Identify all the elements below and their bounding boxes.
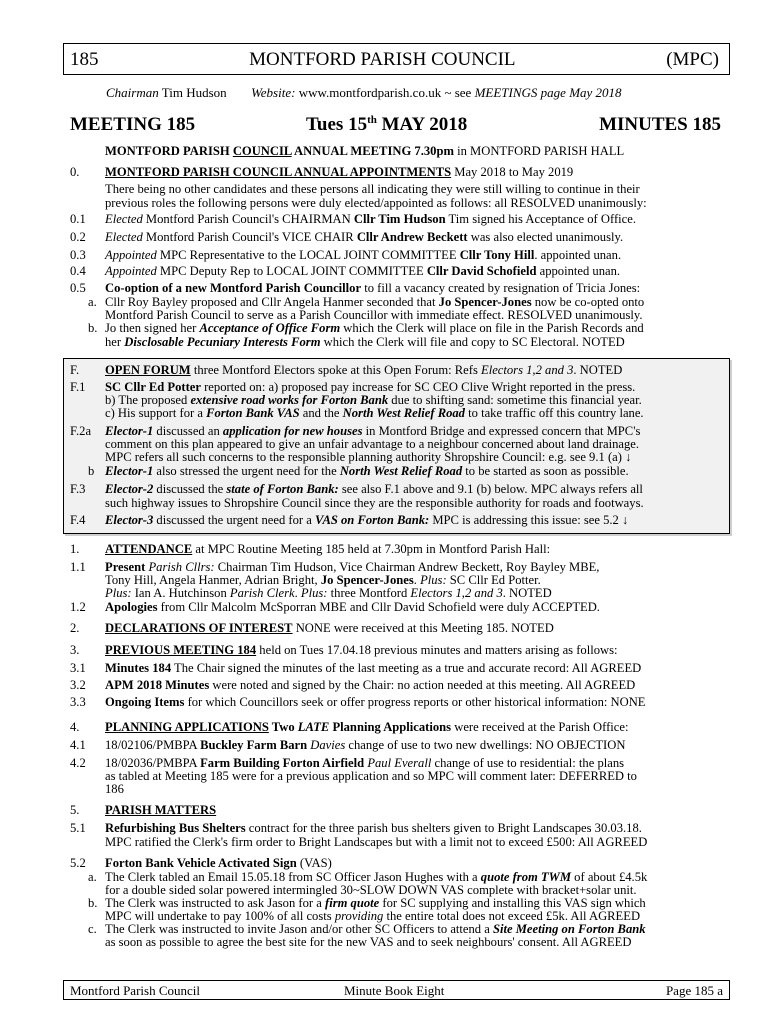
website-text: www.montfordparish.co.uk ~ see xyxy=(298,85,472,100)
footer-council: Montford Parish Council xyxy=(70,983,200,998)
title-bar xyxy=(63,43,730,75)
meeting-label: MEETING 185 xyxy=(70,114,196,135)
footer-page: Page 185 a xyxy=(665,983,723,998)
website-date: May 2018 xyxy=(569,85,622,100)
meeting-number: 185 xyxy=(70,48,99,70)
website-label: Website: xyxy=(251,85,296,100)
chairman-website-line xyxy=(106,85,622,101)
minutes-label: MINUTES 185 xyxy=(599,114,721,135)
council-name: MONTFORD PARISH COUNCIL xyxy=(249,48,516,70)
minutes-page: 185 MONTFORD PARISH COUNCIL (MPC) Chairman Tim Hudson Website: www.montfordparish.co.uk ~ see MEETINGS page May 2018 MEETING 185 Tues 15th MAY 2018 MINUTES 185 MONTFORD PARISH COUNCIL ANNUAL MEETING 7.30pm in MONTFORD PARISH HALL 0. MONTFORD PARISH COUNCIL ANNUAL APPOINTMENTS May 2018 to May 2019 There being no other candidates and these persons all indicating they were still willing to continue in their previous roles the following persons were duly elected/appointed as follows: all RESOLVED unanimously: 0.1 Elected Montford Parish Council's CHAIRMAN Cllr Tim Hudson Tim signed his Acceptance of Office. 0.2 Elected Montford Parish Council's VICE CHAIR Cllr Andrew Beckett was also elected unanimously. 0.3 Appointed MPC Representative to the LOCAL JOINT COMMITTEE Cllr Tony Hill. appointed unan. 0.4 Appointed MPC Deputy Rep to LOCAL JOINT COMMITTEE Cllr David Schofield appointed unan. 0.5 Co-option of a new Montford Parish Councillor to fill a vacancy created by resignation of Tricia Jones: a. Cllr Roy Bayley proposed and Cllr Angela Hanmer seconded that Jo Spencer-Jones now be co-opted onto Montford Parish Council to serve as a Parish Councillor with immediate effect. RESOLVED unanimously. b. Jo then signed her Acceptance of Office Form which the Clerk will place on file in the Parish Records and her Disclosable Pecuniary Interests Form which the Clerk will file and copy to SC Electoral. NOTED F. OPEN FORUM three Montford Electors spoke at this Open Forum: Refs Electors 1,2 and 3. NOTED F.1 SC Cllr Ed Potter reported on: a) proposed pay increase for SC CEO Clive Wright reported in the press. b) The proposed extensive road works for Forton Bank due to shifting sand: sometime this financial year. c) His support for a Forton Bank VAS and the North West Relief Road to take traffic off this country lane. F.2a Elector-1 discussed an application for new houses in Montford Bridge and expressed concern that MPC's comment on this plan appeared to give an unfair advantage to a neighbour concerned about land drainage. MPC refers all such concerns to the responsible planning authority Shropshire Council: e.g. see 9.1 (a) ↓ b Elector-1 also stressed the urgent need for the North West Relief Road to be started as soon as possible. F.3 Elector-2 discussed the state of Forton Bank: see also F.1 above and 9.1 (b) below. MPC always refers all such highway issues to Shropshire Council since they are the responsible authority for roads and footways. F.4 Elector-3 discussed the urgent need for a VAS on Forton Bank: MPC is addressing this issue: see 5.2 ↓ 1. ATTENDANCE at MPC Routine Meeting 185 held at 7.30pm in Montford Parish Hall: 1.1 Present Parish Cllrs: Chairman Tim Hudson, Vice Chairman Andrew Beckett, Roy Bayley MBE, Tony Hill, Angela Hanmer, Adrian Bright, Jo Spencer-Jones. Plus: SC Cllr Ed Potter. Plus: Ian A. Hutchinson Parish Clerk. Plus: three Montford Electors 1,2 and 3. NOTED 1.2 Apologies from Cllr Malcolm McSporran MBE and Cllr David Schofield were duly ACCEPTED. 2. DECLARATIONS OF INTEREST NONE were received at this Meeting 185. NOTED 3. PREVIOUS MEETING 184 held on Tues 17.04.18 previous minutes and matters arising as follows: 3.1 Minutes 184 The Chair signed the minutes of the last meeting as a true and accurate record: All AGREED 3.2 APM 2018 Minutes were noted and signed by the Chair: no action needed at this meeting. All AGREED 3.3 Ongoing Items for which Councillors seek or offer progress reports or other historical information: NONE 4. PLANNING APPLICATIONS Two LATE Planning Applications were received at the Parish Office: 4.1 18/02106/PMBPA Buckley Farm Barn Davies change of use to two new dwellings: NO OBJECTION 4.2 18/02036/PMBPA Farm Building Forton Airfield Paul Everall change of use to residential: the plans as tabled at Meeting 185 were for a previous application and so MPC will comment later: DEFERRED to 186 5. PARISH MATTERS 5.1 Refurbishing Bus Shelters contract for the three parish bus shelters given to Bright Landscapes 30.03.18. MPC ratified the Clerk's firm order to Bright Landscapes but with a limit not to exceed £500: All AGREED 5.2 Forton Bank Vehicle Activated Sign (VAS) a. The Clerk tabled an Email 15.05.18 from SC Officer Jason Hughes with a quote from TWM of about £4.5k for a double sided solar powered intermingled 30~SLOW DOWN VAS complete with bracket+solar unit. b. The Clerk was instructed to ask Jason for a firm quote for SC supplying and installing this VAS sign which MPC will undertake to pay 100% of all costs providing the entire total does not exceed £5k. All AGREED c. The Clerk was instructed to invite Jason and/or other SC Officers to attend a Site Meeting on Forton Bank as soon as possible to agree the best site for the new VAS and to seek neighbours' consent. All AGREED Montford Parish Council Minute Book Eight Page 185 a xyxy=(0,0,770,1024)
council-abbrev: (MPC) xyxy=(666,48,719,70)
chairman-name: Tim Hudson xyxy=(161,85,227,100)
website-page: MEETINGS page xyxy=(474,85,566,100)
meeting-heading xyxy=(70,114,721,140)
footer-book: Minute Book Eight xyxy=(344,983,445,998)
chairman-label: Chairman xyxy=(106,85,159,100)
footer-bar xyxy=(63,980,730,1000)
meeting-date: Tues 15th MAY 2018 xyxy=(306,114,468,135)
